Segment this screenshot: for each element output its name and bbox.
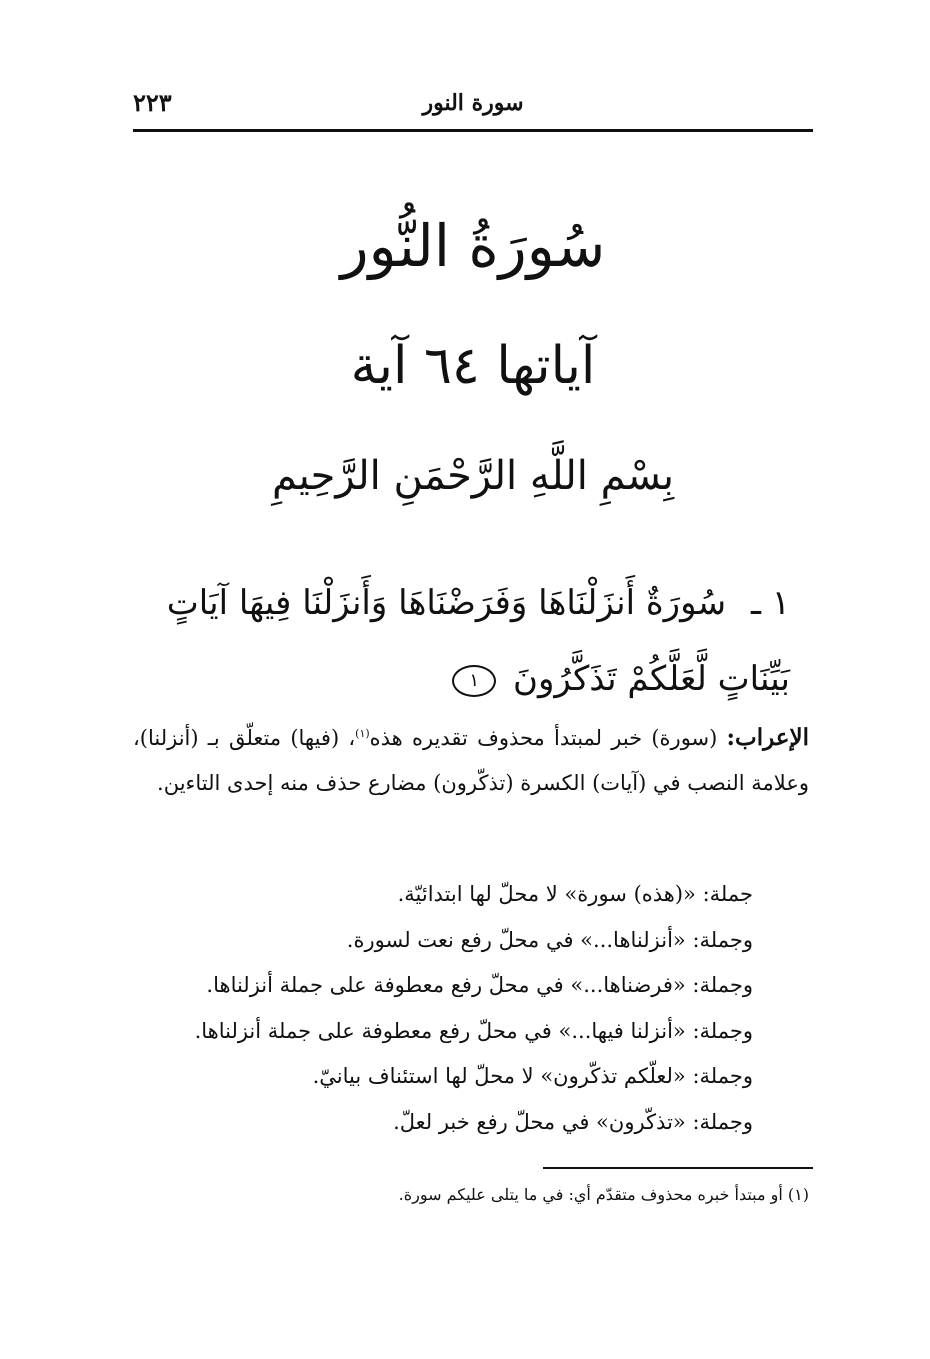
verse-block: [150, 565, 790, 717]
sentence-item: جملة: «(هذه) سورة» لا محلّ لها ابتدائيّة.: [397, 882, 753, 906]
ayah-count: آياتها ٦٤ آية: [350, 336, 596, 396]
sentence-analysis-list: [133, 872, 753, 1145]
running-title: سورة النور: [422, 90, 524, 116]
sentence-item: وجملة: «تذكّرون» في محلّ رفع خبر لعلّ.: [393, 1109, 753, 1134]
verse-number: ١ ـ: [750, 583, 790, 623]
surah-title: سُورَةُ النُّور: [340, 212, 606, 280]
basmala: بِسْمِ اللَّهِ الرَّحْمَنِ الرَّحِيمِ: [271, 453, 675, 499]
sentence-item: وجملة: «لعلّكم تذكّرون» لا محلّ لها استئناف بيانيّ.: [312, 1064, 753, 1088]
sentence-item: وجملة: «أنزلناها...» في محلّ رفع نعت لسورة.: [346, 927, 753, 952]
sentence-item: وجملة: «فرضناها...» في محلّ رفع معطوفة على جملة أنزلناها.: [206, 973, 753, 997]
footnote-rule: [543, 1167, 813, 1169]
irab-text-rest: ، (فيها) متعلّق بـ (أنزلنا)، وعلامة النصب في (آيات) الكسرة (تذكّرون) مضارع حذف منه إحدى التاءين.: [133, 726, 809, 795]
sentence-item: وجملة: «أنزلنا فيها...» في محلّ رفع معطوفة على جملة أنزلناها.: [194, 1018, 753, 1043]
footnote-reference[interactable]: (١): [355, 727, 370, 740]
irab-label: الإعراب:: [726, 724, 810, 751]
running-header: [133, 86, 813, 126]
header-rule: [133, 129, 813, 132]
ayah-end-marker: ١: [452, 665, 496, 697]
verse-text: سُورَةٌ أَنزَلْنَاهَا وَفَرَضْنَاهَا وَأَنزَلْنَا فِيهَا آيَاتٍ بَيِّنَاتٍ لَّعَلَّكُمْ تَذَكَّرُونَ: [166, 583, 790, 699]
page-number: ٢٢٣: [133, 88, 172, 117]
footnote: (١) أو مبتدأ خبره محذوف متقدّم أي: في ما يتلى عليكم سورة.: [398, 1185, 809, 1204]
irab-paragraph: [133, 715, 809, 806]
irab-text-start: (سورة) خبر لمبتدأ محذوف تقديره هذه: [369, 726, 718, 750]
